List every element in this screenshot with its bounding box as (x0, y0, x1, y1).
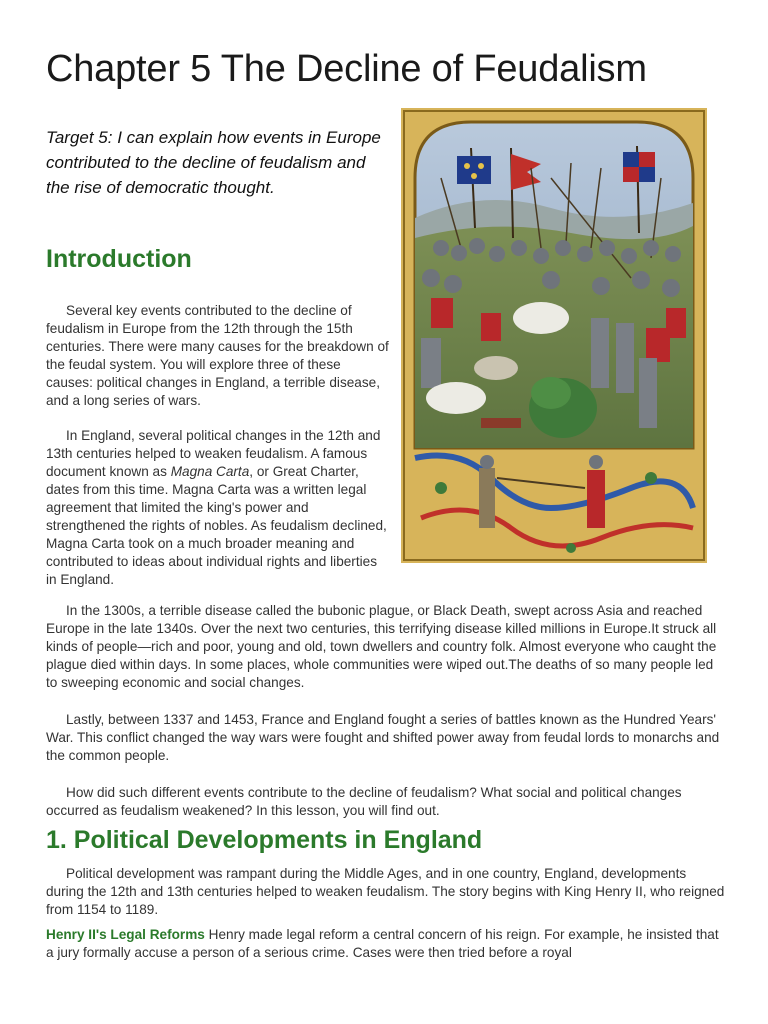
intro-paragraph-4-text: Lastly, between 1337 and 1453, France and England fought a series of battles known as the Hundred Years' War. This conflict changed the way wars were fought and shifted power away from feudal lords to monarchs and the common people. (46, 712, 720, 763)
intro-paragraph-3-text: In the 1300s, a terrible disease called the bubonic plague, or Black Death, swept across Asia and reached Europe in the late 1340s. Over the next two centuries, this terrifying disease killed millions in Europe.It struck all kinds of people—rich and poor, young and old, town dwellers and country folk. Almost everyone who caught the plague died within days. In some places, whole communities were wiped out.The deaths of so many people led to sweeping economic and social changes. (46, 603, 717, 690)
page-title: Chapter 5 The Decline of Feudalism (46, 48, 647, 90)
intro-paragraph-5 (46, 784, 726, 820)
section-paragraph-1-text: Political development was rampant during the Middle Ages, and in one country, England, developments during the 12th and 13th centuries helped to weaken feudalism. The story begins with King Henry II, who reigned from 1154 to 1189. (46, 866, 725, 917)
section-paragraph-2-text: Henry made legal reform a central concern of his reign. For example, he insisted that a jury formally accuse a person of a serious crime. Cases were then tried before a royal (46, 927, 719, 960)
intro-paragraph-3 (46, 602, 726, 692)
magna-carta-emphasis: Magna Carta (170, 464, 250, 479)
intro-paragraph-1 (46, 302, 391, 410)
intro-paragraph-1-text: Several key events contributed to the decline of feudalism in Europe from the 12th through the 15th centuries. There were many causes for the breakdown of the feudal system. You will explore three of these causes: political changes in England, a terrible disease, and a long series of wars. (46, 303, 389, 408)
section-heading-political-developments: 1. Political Developments in England (46, 826, 483, 854)
intro-paragraph-5-text: How did such different events contribute to the decline of feudalism? What social and political changes occurred as feudalism weakened? In this lesson, you will find out. (46, 785, 682, 818)
introduction-heading: Introduction (46, 245, 192, 273)
section-paragraph-2 (46, 926, 726, 962)
intro-paragraph-2-before: In England, several political changes in the 12th and 13th centuries helped to weaken feudalism. A famous document known as (46, 428, 381, 479)
henry-reforms-subheading: Henry II's Legal Reforms (46, 927, 205, 942)
intro-paragraph-4 (46, 711, 726, 765)
intro-paragraph-2 (46, 427, 391, 589)
medieval-battle-illumination-icon (401, 108, 707, 563)
intro-paragraph-2-after: , or Great Charter, dates from this time. Magna Carta was a written legal agreement that limited the king's power and strengthened the rights of nobles. As feudalism declined, Magna Carta took on a much broader meaning and contributed to ideas about individual rights and liberties in England. (46, 464, 387, 587)
learning-target: Target 5: I can explain how events in Europe contributed to the decline of feudalism and the rise of democratic thought. (46, 128, 381, 197)
section-paragraph-1 (46, 865, 726, 919)
